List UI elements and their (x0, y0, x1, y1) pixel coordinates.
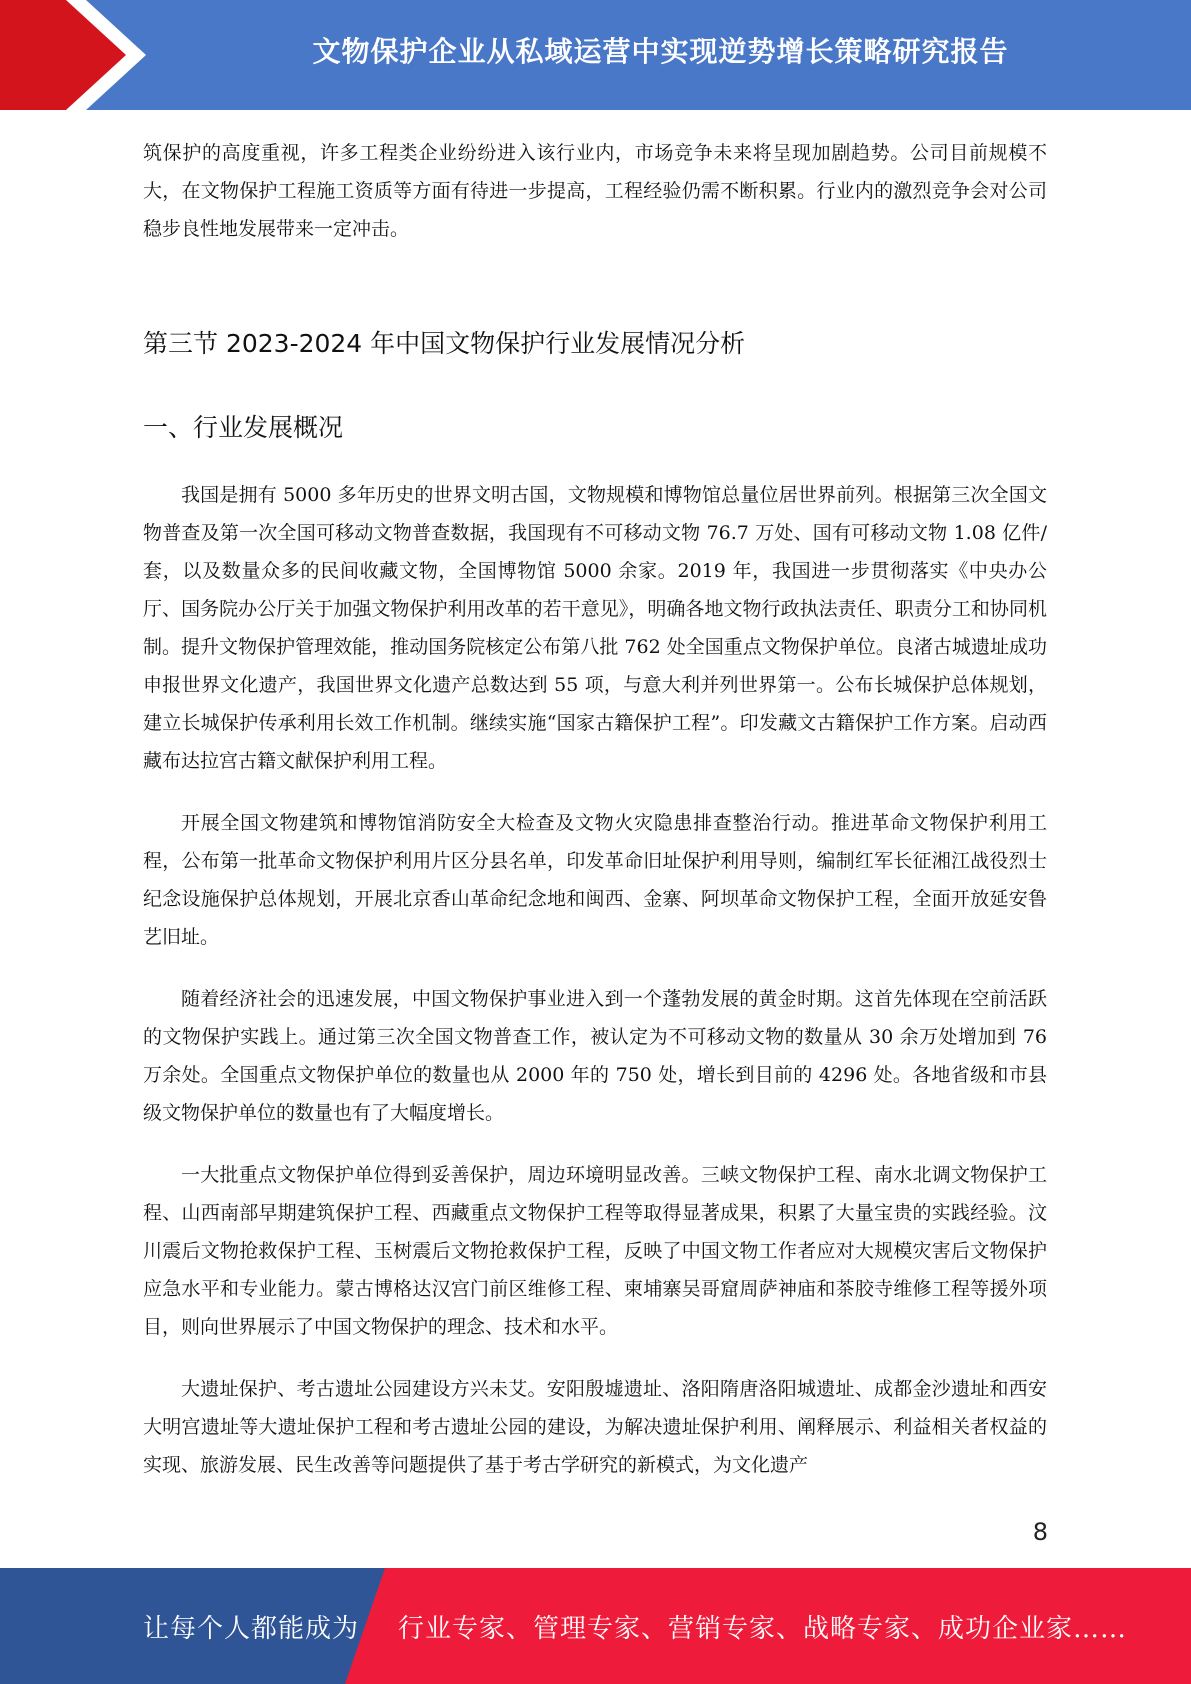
paragraph-1: 我国是拥有 5000 多年历史的世界文明古国，文物规模和博物馆总量位居世界前列。根据第三次全国文物普查及第一次全国可移动文物普查数据，我国现有不可移动文物 76.7 万处、国有可移动文物 1.08 亿件/套，以及数量众多的民间收藏文物，全国博物馆 5000 余家。2019 年，我国进一步贯彻落实《中央办公厅、国务院办公厅关于加强文物保护利用改革的若干意见》，明确各地文物行政执法责任、职责分工和协同机制。提升文物保护管理效能，推动国务院核定公布第八批 762 处全国重点文物保护单位。良渚古城遗址成功申报世界文化遗产，我国世界文化遗产总数达到 55 项，与意大利并列世界第一。公布长城保护总体规划，建立长城保护传承利用长效工作机制。继续实施“国家古籍保护工程”。印发藏文古籍保护工作方案。启动西藏布达拉宫古籍文献保护利用工程。 (143, 484, 1048, 772)
page-header (0, 0, 1191, 110)
section-title: 第三节 2023-2024 年中国文物保护行业发展情况分析 (143, 329, 746, 358)
paragraph-4: 一大批重点文物保护单位得到妥善保护，周边环境明显改善。三峡文物保护工程、南水北调文物保护工程、山西南部早期建筑保护工程、西藏重点文物保护工程等取得显著成果，积累了大量宝贵的实践经验。汶川震后文物抢救保护工程、玉树震后文物抢救保护工程，反映了中国文物工作者应对大规模灾害后文物保护应急水平和专业能力。蒙古博格达汉宫门前区维修工程、柬埔寨吴哥窟周萨神庙和茶胶寺维修工程等援外项目，则向世界展示了中国文物保护的理念、技术和水平。 (143, 1164, 1047, 1338)
page-footer (0, 1568, 1191, 1684)
page-content (143, 134, 1047, 1484)
subsection-title: 一、行业发展概况 (143, 413, 344, 442)
paragraph-2: 开展全国文物建筑和博物馆消防安全大检查及文物火灾隐患排查整治行动。推进革命文物保护利用工程，公布第一批革命文物保护利用片区分县名单，印发革命旧址保护利用导则，编制红军长征湘江战役烈士纪念设施保护总体规划，开展北京香山革命纪念地和闽西、金寨、阿坝革命文物保护工程，全面开放延安鲁艺旧址。 (143, 812, 1047, 948)
paragraph-5: 大遗址保护、考古遗址公园建设方兴未艾。安阳殷墟遗址、洛阳隋唐洛阳城遗址、成都金沙遗址和西安大明宫遗址等大遗址保护工程和考古遗址公园的建设，为解决遗址保护利用、阐释展示、利益相关者权益的实现、旅游发展、民生改善等问题提供了基于考古学研究的新模式，为文化遗产 (143, 1378, 1047, 1476)
paragraph-3: 随着经济社会的迅速发展，中国文物保护事业进入到一个蓬勃发展的黄金时期。这首先体现在空前活跃的文物保护实践上。通过第三次全国文物普查工作，被认定为不可移动文物的数量从 30 余万处增加到 76 万余处。全国重点文物保护单位的数量也从 2000 年的 750 处，增长到目前的 4296 处。各地省级和市县级文物保护单位的数量也有了大幅度增长。 (143, 988, 1047, 1124)
continuation-paragraph: 筑保护的高度重视，许多工程类企业纷纷进入该行业内，市场竞争未来将呈现加剧趋势。公司目前规模不大，在文物保护工程施工资质等方面有待进一步提高，工程经验仍需不断积累。行业内的激烈竞争会对公司稳步良性地发展带来一定冲击。 (143, 142, 1047, 240)
footer-slogan-right: 行业专家、管理专家、营销专家、战略专家、成功企业家…… (398, 1613, 1128, 1644)
red-chevron-icon (0, 0, 160, 110)
page-number: 8 (1032, 1518, 1048, 1546)
footer-slogan-left: 让每个人都能成为 (143, 1613, 360, 1644)
report-title: 文物保护企业从私域运营中实现逆势增长策略研究报告 (312, 35, 1009, 68)
